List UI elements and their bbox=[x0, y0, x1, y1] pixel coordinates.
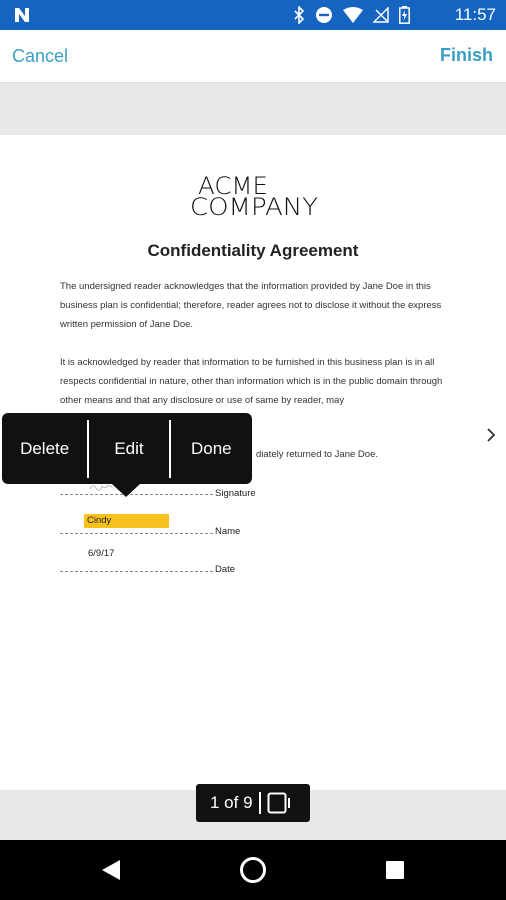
page-indicator[interactable] bbox=[196, 784, 310, 822]
home-icon[interactable] bbox=[239, 856, 267, 884]
signature-label: Signature bbox=[215, 488, 256, 499]
date-line bbox=[60, 571, 213, 572]
name-line bbox=[60, 533, 213, 534]
paragraph-2: It is acknowledged by reader that information to be furnished in this business plan is in all respects confidential in nature, other than information which is in the public domain through other means and that any disclosure or use of same by reader, may bbox=[60, 357, 443, 406]
battery-charging-icon bbox=[399, 6, 410, 24]
paragraph-3-tail: diately returned to Jane Doe. bbox=[256, 449, 378, 460]
n-logo-icon bbox=[12, 5, 32, 25]
page-indicator-label: 1 of 9 bbox=[210, 793, 253, 812]
date-label: Date bbox=[215, 564, 236, 575]
delete-button[interactable]: Delete bbox=[20, 438, 70, 458]
next-page-chevron-icon[interactable] bbox=[484, 426, 498, 444]
date-field-value[interactable]: 6/9/17 bbox=[88, 548, 115, 559]
recent-apps-icon[interactable] bbox=[386, 861, 404, 879]
page-indicator-divider bbox=[259, 792, 261, 814]
logo-line-1: ACME bbox=[198, 173, 268, 200]
status-bar bbox=[0, 0, 506, 30]
status-time: 11:57 bbox=[454, 5, 496, 24]
finish-button[interactable]: Finish bbox=[440, 45, 493, 65]
name-label: Name bbox=[215, 526, 241, 537]
no-sim-icon bbox=[373, 7, 389, 23]
logo-line-2: COMPANY bbox=[190, 193, 319, 217]
document-top-margin bbox=[0, 83, 506, 135]
status-icons bbox=[293, 6, 410, 24]
name-field-value[interactable]: Cindy bbox=[87, 515, 112, 526]
company-logo bbox=[190, 173, 320, 217]
cancel-button[interactable]: Cancel bbox=[12, 46, 69, 66]
document-title: Confidentiality Agreement bbox=[147, 241, 359, 260]
paragraph-1: The undersigned reader acknowledges that the information provided by Jane Doe in this business plan is confidential; therefore, reader agrees not to disclose it without the express written permission of Jane Doe. bbox=[60, 281, 442, 330]
action-bar bbox=[0, 30, 506, 83]
do-not-disturb-icon bbox=[315, 6, 333, 24]
edit-button[interactable]: Edit bbox=[114, 438, 144, 458]
context-menu-pointer bbox=[112, 484, 140, 497]
wifi-icon bbox=[343, 7, 363, 23]
navigation-bar bbox=[0, 840, 506, 900]
back-icon[interactable] bbox=[100, 858, 122, 882]
annotation-context-menu bbox=[2, 413, 252, 484]
page-thumbnails-icon[interactable] bbox=[267, 792, 291, 814]
done-button[interactable]: Done bbox=[190, 438, 232, 458]
bluetooth-icon bbox=[293, 6, 305, 24]
